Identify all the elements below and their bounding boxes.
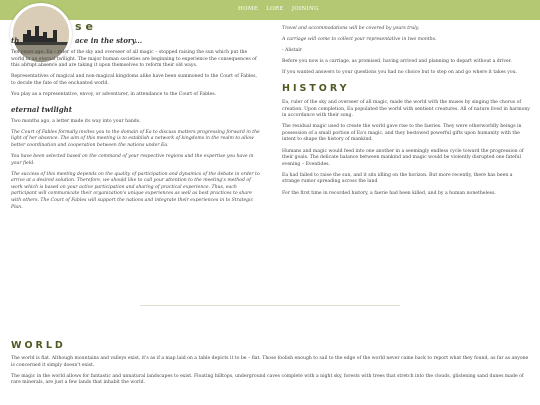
section-divider	[140, 305, 400, 306]
world-paragraph: The world is flat. Although mountains and valleys exist, it's as if a map laid on a table depicts it to be – flat. Those foolish enough to sail to the edge of the world never came back to report what they found, as far as anyone is concerned it simply doesn't exist.	[11, 356, 529, 368]
lore-paragraph: If you wanted answers to your questions you had no choice but to step on and go where it takes you.	[282, 70, 518, 76]
lore-paragraph: Two months ago, a letter made its way into your hands.	[11, 118, 141, 124]
eternal-twilight-heading: eternal twilight	[11, 104, 73, 114]
about-heading-fragment: se	[75, 20, 98, 33]
letter-paragraph: You have been selected based on the command of your respective regions and the expertise you have in your field.	[11, 153, 254, 166]
nav-lore-link[interactable]: LORE	[266, 6, 284, 12]
history-paragraph: Ea, ruler of the sky and overseer of all magic, made the world with the muses by singing the chorus of creation. Upon completion, Ea populated the world with sentient creatures. All of nature lived in harmony in accordance with their song.	[282, 99, 530, 119]
lore-paragraph: You play as a representative, envoy, or adventurer, in attendance to the Court of Fables.	[11, 91, 217, 97]
right-column	[282, 26, 530, 202]
world-paragraph: The magic in the world allows for fantastic and unnatural landscapes to exist. Floating hilltops, underground caves complete with a night sky, forests with trees that stretch into the clouds, glistening sand dunes made of rare minerals, are just a few lands that inhabit the world.	[11, 373, 524, 386]
lore-paragraph: Ten years ago, Ea – ruler of the sky and overseer of all magic – stopped raising the sun which put the world in an eternal twilight. The major human societies are beginning to experience the consequences of this abrupt absence and are taking it upon themselves to reform their old ways.	[11, 50, 257, 69]
letter-signature: - Alistair	[282, 48, 302, 54]
history-paragraph: For the first time in recorded history, a faerie had been killed, and by a human nonetheless.	[282, 190, 496, 196]
intro-subheading-row	[11, 28, 261, 50]
nav-home-link[interactable]: HOME	[238, 6, 259, 12]
history-paragraph: The residual magic used to create the world gave rise to the faeries. They were otherworldly beings in possession of a small portion of Ea's magic, and they bestowed powerful gifts upon humanity with the intent to shape the history of mankind.	[282, 124, 522, 143]
world-section	[11, 340, 531, 391]
letter-paragraph: The success of this meeting depends on the quality of participation and dynamics of the debate in order to arrive at a desired solution. Therefore, we should like to call your attention to the meeting's method of work which is based on your active participation and sharing of practical experience. Thus, each participant will communicate their organization's unique experiences as well as best practices to share with others. The Court of Fables will support the nations and integrate their experiences in to Strategic Plan.	[11, 171, 260, 210]
world-heading: WORLD	[11, 340, 66, 351]
history-heading: HISTORY	[282, 82, 350, 94]
nav-joining-link[interactable]: JOINING	[291, 6, 319, 12]
intro-subheading: ace in the story...	[75, 36, 143, 45]
lore-paragraph: Representatives of magical and non-magical kingdoms alike have been summoned to the Court of Fables, to decide the fate of the enchanted world.	[11, 74, 257, 86]
letter-paragraph: A carriage will come to collect your representative in two months.	[282, 37, 437, 43]
main-nav	[238, 6, 319, 12]
top-navigation-bar	[0, 0, 540, 20]
history-paragraph: Ea had failed to raise the sun, and it sits idling on the horizon. But more recently, there has been a strange rumor spreading across the land	[282, 172, 513, 185]
history-paragraph: Humans and magic would feed into one another in a seemingly endless cycle toward the progression of their goals. The delicate balance between mankind and magic would be violently disrupted one fateful evening – Eventides.	[282, 148, 524, 167]
letter-paragraph: The Court of Fables formally invites you to the domain of Ea to discuss matters progressing forward in the light of her absence. The aim of this meeting is to establish a network of kingdoms in the realm to allow better coordination and cooperation between the nations under Ea.	[11, 129, 260, 148]
lore-paragraph: Before you now is a carriage, as promised, having arrived and planning to depart without a driver.	[282, 59, 512, 65]
left-column	[11, 28, 261, 216]
letter-paragraph: Travel and accommodations will be covered by yours truly.	[282, 26, 420, 31]
intro-subheading-prefix: th	[11, 36, 20, 45]
